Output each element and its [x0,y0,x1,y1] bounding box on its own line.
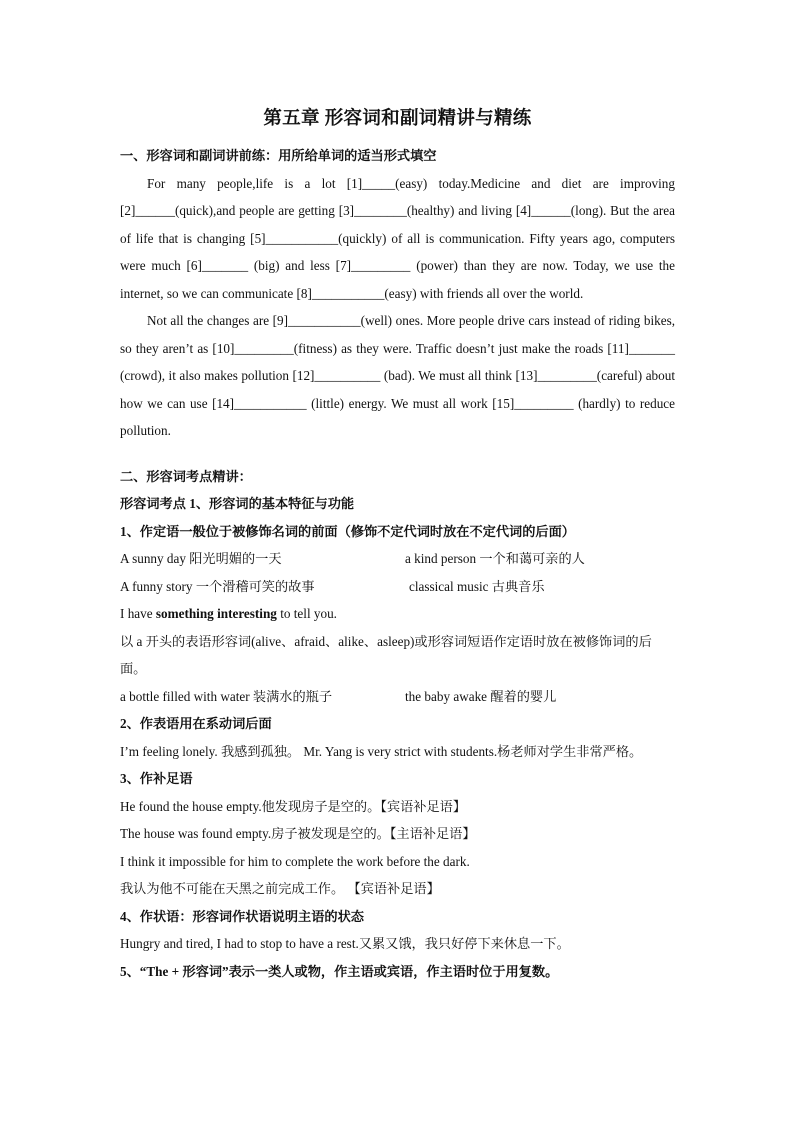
page-title: 第五章 形容词和副词精讲与精练 [263,109,532,129]
point2-heading: 2、作表语用在系动词后面 [120,716,272,731]
example-sentence: He found the house empty.他发现房子是空的。【宾语补足语】 [120,798,467,814]
example-row [120,545,675,573]
point4-heading: 4、作状语：形容词作状语说明主语的状态 [120,908,364,924]
rule-note: 以 a 开头的表语形容词(alive、afraid、alike、asleep)或形容词短语作定语时放在被修饰词的后面。 [120,633,652,676]
example-sentence: I’m feeling lonely. 我感到孤独。 Mr. Yang is very strict with students.杨老师对学生非常严格。 [120,743,643,759]
example-right: a kind person 一个和蔼可亲的人 [405,551,585,566]
section2-heading: 二、形容词考点精讲： [120,468,252,484]
example-sentence: Hungry and tired, I had to stop to have a rest.又累又饿，我只好停下来休息一下。 [120,936,570,951]
point3-heading: 3、作补足语 [120,771,193,786]
example-sentence: The house was found empty.房子被发现是空的。【主语补足语】 [120,826,476,841]
section2-subheading: 形容词考点 1、形容词的基本特征与功能 [120,496,355,511]
exercise-paragraph-1: For many people,life is a lot [1]_____(easy) today.Medicine and diet are improving [2]______(quick),and people are getting [3]________(healthy) and living [4]______(long). But the area of life that is changing [5]___________(quickly) of all is communication. Fifty years ago, computers were much [6]_______ (big) and less [7]_________ (power) than they are now. Today, we use the internet, so we can communicate [8]___________(easy) with friends all over the world. [120,175,675,301]
example-sentence: I have something interesting to tell you. [120,606,337,621]
example-left: A sunny day 阳光明媚的一天 [120,551,282,566]
point5-heading: 5、“The + 形容词”表示一类人或物，作主语或宾语，作主语时位于用复数。 [120,963,559,979]
example-row [120,683,675,711]
exercise-paragraph-2: Not all the changes are [9]___________(well) ones. More people drive cars instead of riding bikes, so they aren’t as [10]_________(fitness) as they were. Traffic doesn’t just make the roads [11]_______ (crowd), it also makes pollution [12]__________ (bad). We must all think [13]_________(careful) about how we can use [14]___________ (little) energy. We must all work [15]_________ (hardly) to reduce pollution. [120,313,675,438]
example-right: the baby awake 醒着的婴儿 [405,688,557,704]
example-sentence: 我认为他不可能在天黑之前完成工作。 【宾语补足语】 [120,881,440,896]
document-content [120,104,675,985]
example-right: classical music 古典音乐 [409,578,545,594]
point1-heading: 1、作定语一般位于被修饰名词的前面（修饰不定代词时放在不定代词的后面） [120,523,575,539]
section-gap [120,445,675,463]
example-left: a bottle filled with water 装满水的瓶子 [120,688,333,704]
example-left: A funny story 一个滑稽可笑的故事 [120,578,315,594]
example-sentence: I think it impossible for him to complete the work before the dark. [120,853,470,869]
section1-heading: 一、形容词和副词讲前练：用所给单词的适当形式填空 [120,148,437,163]
example-row [120,573,675,601]
bold-phrase: something interesting [155,606,277,621]
